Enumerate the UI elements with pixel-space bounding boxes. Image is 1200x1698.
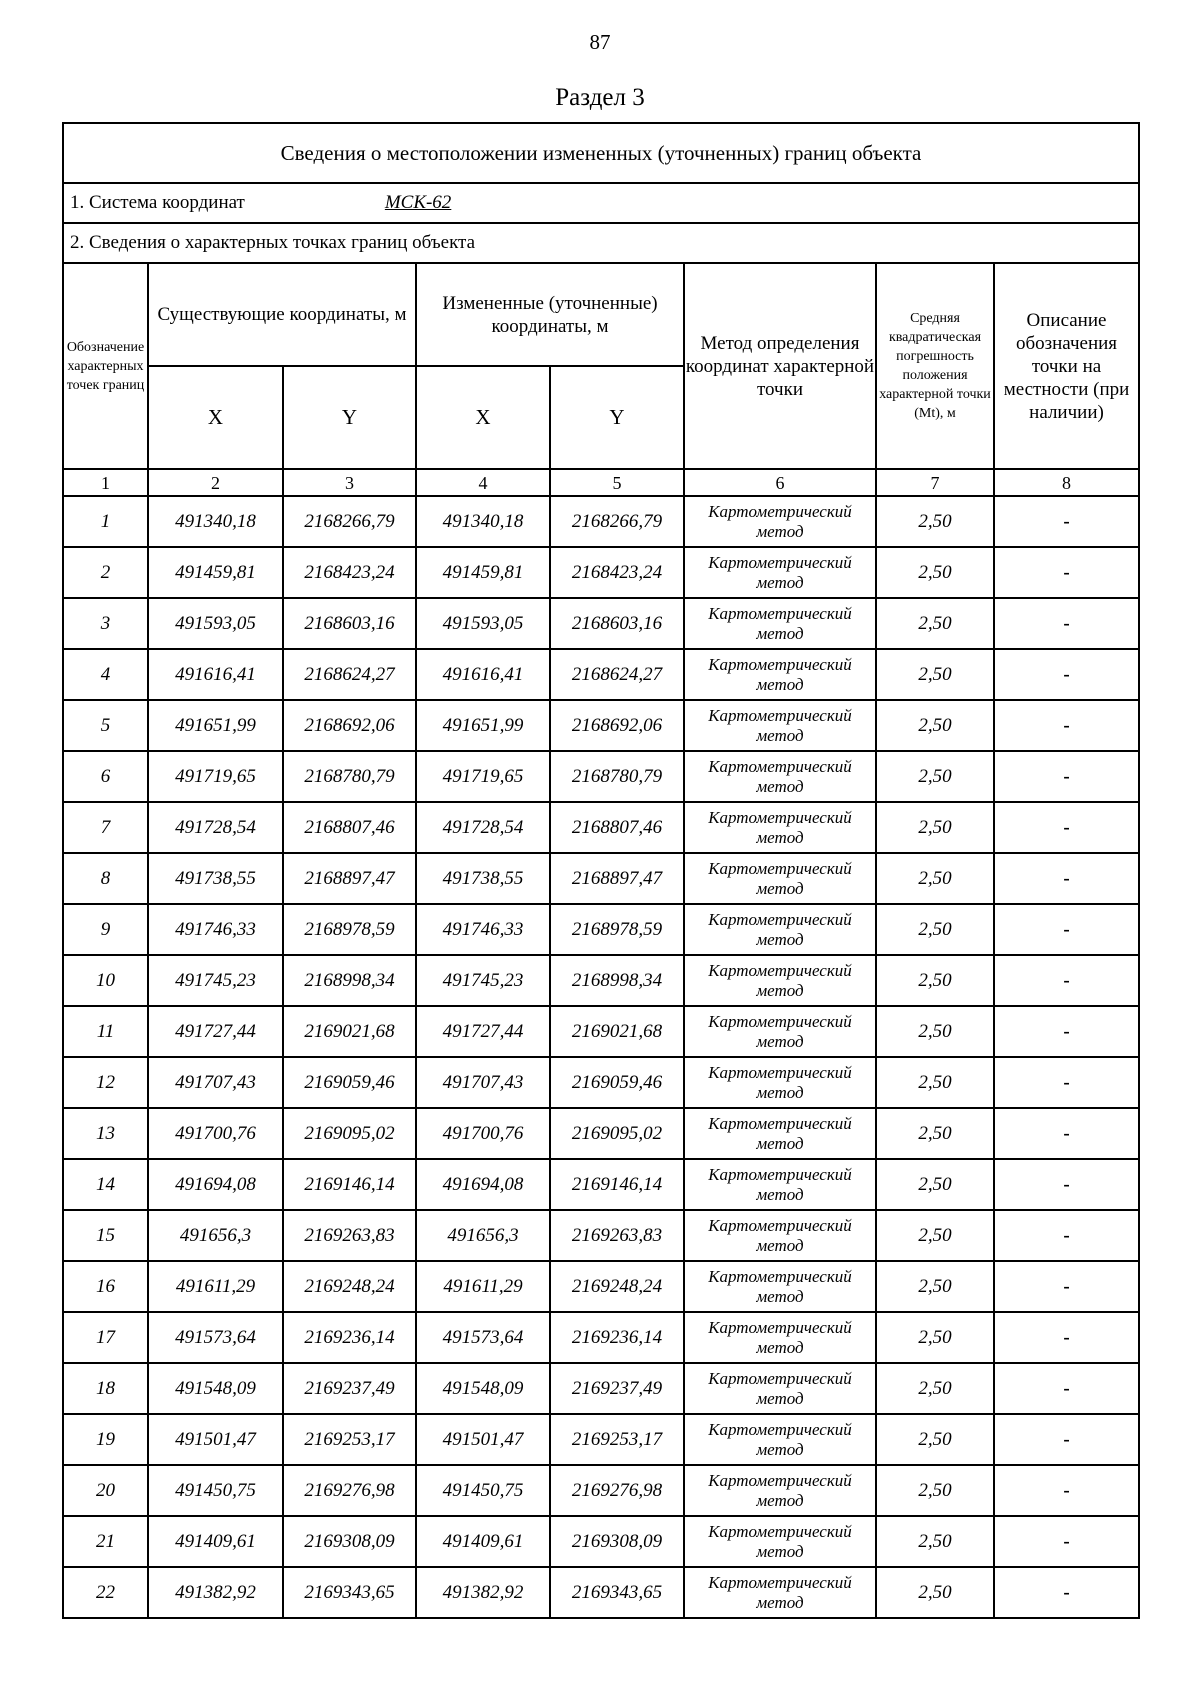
cell-method: Картометрический метод bbox=[684, 598, 876, 649]
table-row bbox=[63, 904, 1139, 955]
cell-changed-y: 2168978,59 bbox=[550, 904, 684, 955]
cell-error: 2,50 bbox=[876, 649, 994, 700]
cell-changed-x: 491616,41 bbox=[416, 649, 550, 700]
cell-existing-y: 2169253,17 bbox=[283, 1414, 416, 1465]
cell-error: 2,50 bbox=[876, 700, 994, 751]
table-row bbox=[63, 598, 1139, 649]
cell-existing-y: 2168266,79 bbox=[283, 496, 416, 547]
coord-system-value: МСК-62 bbox=[384, 192, 452, 213]
cell-error: 2,50 bbox=[876, 547, 994, 598]
cell-existing-x: 491573,64 bbox=[148, 1312, 283, 1363]
cell-method: Картометрический метод bbox=[684, 700, 876, 751]
cell-method: Картометрический метод bbox=[684, 1516, 876, 1567]
column-number: 7 bbox=[876, 469, 994, 496]
cell-description: - bbox=[994, 751, 1139, 802]
cell-existing-y: 2169059,46 bbox=[283, 1057, 416, 1108]
cell-changed-x: 491593,05 bbox=[416, 598, 550, 649]
column-number: 3 bbox=[283, 469, 416, 496]
cell-description: - bbox=[994, 1159, 1139, 1210]
header-point: Обозначение характерных точек границ bbox=[63, 263, 148, 469]
table-row bbox=[63, 1312, 1139, 1363]
cell-point-id: 18 bbox=[63, 1363, 148, 1414]
cell-description: - bbox=[994, 904, 1139, 955]
cell-changed-x: 491728,54 bbox=[416, 802, 550, 853]
cell-changed-y: 2168266,79 bbox=[550, 496, 684, 547]
cell-point-id: 5 bbox=[63, 700, 148, 751]
header-existing: Существующие координаты, м bbox=[148, 263, 416, 366]
cell-changed-x: 491611,29 bbox=[416, 1261, 550, 1312]
table-row bbox=[63, 1159, 1139, 1210]
table-row bbox=[63, 955, 1139, 1006]
cell-point-id: 22 bbox=[63, 1567, 148, 1618]
cell-method: Картометрический метод bbox=[684, 802, 876, 853]
cell-description: - bbox=[994, 1210, 1139, 1261]
cell-description: - bbox=[994, 649, 1139, 700]
cell-existing-x: 491548,09 bbox=[148, 1363, 283, 1414]
table-row bbox=[63, 1414, 1139, 1465]
cell-existing-y: 2168998,34 bbox=[283, 955, 416, 1006]
cell-changed-y: 2169146,14 bbox=[550, 1159, 684, 1210]
cell-description: - bbox=[994, 955, 1139, 1006]
cell-changed-y: 2168807,46 bbox=[550, 802, 684, 853]
cell-point-id: 1 bbox=[63, 496, 148, 547]
cell-existing-x: 491738,55 bbox=[148, 853, 283, 904]
cell-changed-x: 491573,64 bbox=[416, 1312, 550, 1363]
cell-error: 2,50 bbox=[876, 1567, 994, 1618]
cell-description: - bbox=[994, 1312, 1139, 1363]
cell-error: 2,50 bbox=[876, 955, 994, 1006]
cell-description: - bbox=[994, 1414, 1139, 1465]
cell-method: Картометрический метод bbox=[684, 547, 876, 598]
cell-changed-x: 491656,3 bbox=[416, 1210, 550, 1261]
column-number: 8 bbox=[994, 469, 1139, 496]
cell-error: 2,50 bbox=[876, 1210, 994, 1261]
table-row bbox=[63, 1567, 1139, 1618]
cell-changed-y: 2169237,49 bbox=[550, 1363, 684, 1414]
cell-changed-y: 2169343,65 bbox=[550, 1567, 684, 1618]
cell-error: 2,50 bbox=[876, 802, 994, 853]
cell-existing-y: 2168423,24 bbox=[283, 547, 416, 598]
cell-description: - bbox=[994, 496, 1139, 547]
cell-existing-y: 2169021,68 bbox=[283, 1006, 416, 1057]
table-row bbox=[63, 547, 1139, 598]
header-changed: Измененные (уточненные) координаты, м bbox=[416, 263, 684, 366]
header-description: Описание обозначения точки на местности (при наличии) bbox=[994, 263, 1139, 469]
column-number: 5 bbox=[550, 469, 684, 496]
cell-method: Картометрический метод bbox=[684, 1159, 876, 1210]
cell-description: - bbox=[994, 1057, 1139, 1108]
cell-changed-x: 491727,44 bbox=[416, 1006, 550, 1057]
cell-error: 2,50 bbox=[876, 1414, 994, 1465]
cell-existing-y: 2168692,06 bbox=[283, 700, 416, 751]
cell-changed-y: 2169308,09 bbox=[550, 1516, 684, 1567]
column-number: 1 bbox=[63, 469, 148, 496]
table-row bbox=[63, 649, 1139, 700]
cell-error: 2,50 bbox=[876, 1363, 994, 1414]
cell-existing-x: 491746,33 bbox=[148, 904, 283, 955]
cell-changed-x: 491745,23 bbox=[416, 955, 550, 1006]
cell-changed-y: 2169253,17 bbox=[550, 1414, 684, 1465]
cell-method: Картометрический метод bbox=[684, 1210, 876, 1261]
cell-point-id: 8 bbox=[63, 853, 148, 904]
cell-description: - bbox=[994, 1108, 1139, 1159]
coord-system-label: 1. Система координат bbox=[70, 192, 245, 213]
cell-existing-x: 491694,08 bbox=[148, 1159, 283, 1210]
cell-description: - bbox=[994, 598, 1139, 649]
cell-error: 2,50 bbox=[876, 1057, 994, 1108]
cell-existing-y: 2168780,79 bbox=[283, 751, 416, 802]
cell-method: Картометрический метод bbox=[684, 1006, 876, 1057]
cell-description: - bbox=[994, 547, 1139, 598]
cell-changed-y: 2168897,47 bbox=[550, 853, 684, 904]
cell-changed-y: 2168780,79 bbox=[550, 751, 684, 802]
cell-changed-x: 491409,61 bbox=[416, 1516, 550, 1567]
header-changed-x: X bbox=[416, 366, 550, 469]
cell-existing-y: 2169276,98 bbox=[283, 1465, 416, 1516]
table-row bbox=[63, 1006, 1139, 1057]
cell-existing-x: 491593,05 bbox=[148, 598, 283, 649]
cell-changed-y: 2169095,02 bbox=[550, 1108, 684, 1159]
cell-point-id: 9 bbox=[63, 904, 148, 955]
cell-changed-x: 491340,18 bbox=[416, 496, 550, 547]
cell-changed-x: 491651,99 bbox=[416, 700, 550, 751]
header-existing-y: Y bbox=[283, 366, 416, 469]
cell-description: - bbox=[994, 700, 1139, 751]
cell-error: 2,50 bbox=[876, 1312, 994, 1363]
cell-existing-y: 2168624,27 bbox=[283, 649, 416, 700]
cell-changed-x: 491382,92 bbox=[416, 1567, 550, 1618]
header-method: Метод определения координат характерной точки bbox=[684, 263, 876, 469]
cell-description: - bbox=[994, 1567, 1139, 1618]
cell-point-id: 7 bbox=[63, 802, 148, 853]
header-changed-y: Y bbox=[550, 366, 684, 469]
cell-error: 2,50 bbox=[876, 1159, 994, 1210]
cell-existing-y: 2168603,16 bbox=[283, 598, 416, 649]
cell-changed-y: 2168624,27 bbox=[550, 649, 684, 700]
cell-existing-x: 491409,61 bbox=[148, 1516, 283, 1567]
table-title: Сведения о местоположении измененных (уточненных) границ объекта bbox=[63, 123, 1139, 183]
cell-existing-x: 491501,47 bbox=[148, 1414, 283, 1465]
cell-point-id: 19 bbox=[63, 1414, 148, 1465]
table-row bbox=[63, 496, 1139, 547]
cell-error: 2,50 bbox=[876, 1465, 994, 1516]
cell-changed-x: 491746,33 bbox=[416, 904, 550, 955]
cell-existing-x: 491611,29 bbox=[148, 1261, 283, 1312]
cell-existing-y: 2169308,09 bbox=[283, 1516, 416, 1567]
cell-changed-x: 491501,47 bbox=[416, 1414, 550, 1465]
cell-error: 2,50 bbox=[876, 904, 994, 955]
cell-method: Картометрический метод bbox=[684, 955, 876, 1006]
cell-existing-x: 491700,76 bbox=[148, 1108, 283, 1159]
cell-error: 2,50 bbox=[876, 1516, 994, 1567]
cell-changed-x: 491700,76 bbox=[416, 1108, 550, 1159]
cell-existing-y: 2168978,59 bbox=[283, 904, 416, 955]
cell-changed-y: 2169236,14 bbox=[550, 1312, 684, 1363]
cell-point-id: 13 bbox=[63, 1108, 148, 1159]
cell-error: 2,50 bbox=[876, 1108, 994, 1159]
cell-point-id: 6 bbox=[63, 751, 148, 802]
cell-point-id: 17 bbox=[63, 1312, 148, 1363]
cell-changed-y: 2169276,98 bbox=[550, 1465, 684, 1516]
cell-existing-y: 2169237,49 bbox=[283, 1363, 416, 1414]
cell-changed-x: 491694,08 bbox=[416, 1159, 550, 1210]
cell-changed-y: 2168423,24 bbox=[550, 547, 684, 598]
header-existing-x: X bbox=[148, 366, 283, 469]
table-row bbox=[63, 751, 1139, 802]
cell-method: Картометрический метод bbox=[684, 751, 876, 802]
cell-error: 2,50 bbox=[876, 751, 994, 802]
cell-error: 2,50 bbox=[876, 1261, 994, 1312]
cell-error: 2,50 bbox=[876, 853, 994, 904]
cell-existing-y: 2169263,83 bbox=[283, 1210, 416, 1261]
column-number: 4 bbox=[416, 469, 550, 496]
cell-method: Картометрический метод bbox=[684, 496, 876, 547]
cell-point-id: 2 bbox=[63, 547, 148, 598]
cell-existing-x: 491745,23 bbox=[148, 955, 283, 1006]
table-row bbox=[63, 1108, 1139, 1159]
table-row bbox=[63, 853, 1139, 904]
cell-description: - bbox=[994, 853, 1139, 904]
table-row bbox=[63, 1057, 1139, 1108]
cell-description: - bbox=[994, 1516, 1139, 1567]
table-row bbox=[63, 1516, 1139, 1567]
cell-existing-x: 491719,65 bbox=[148, 751, 283, 802]
table-row bbox=[63, 700, 1139, 751]
table-row bbox=[63, 802, 1139, 853]
cell-changed-x: 491707,43 bbox=[416, 1057, 550, 1108]
cell-method: Картометрический метод bbox=[684, 853, 876, 904]
boundary-points-table bbox=[62, 122, 1140, 1619]
cell-changed-y: 2169021,68 bbox=[550, 1006, 684, 1057]
cell-error: 2,50 bbox=[876, 496, 994, 547]
table-row bbox=[63, 1363, 1139, 1414]
page-number: 87 bbox=[589, 30, 611, 54]
cell-existing-x: 491656,3 bbox=[148, 1210, 283, 1261]
cell-method: Картометрический метод bbox=[684, 1465, 876, 1516]
cell-changed-y: 2168692,06 bbox=[550, 700, 684, 751]
cell-point-id: 21 bbox=[63, 1516, 148, 1567]
cell-existing-x: 491651,99 bbox=[148, 700, 283, 751]
cell-changed-x: 491450,75 bbox=[416, 1465, 550, 1516]
cell-existing-x: 491728,54 bbox=[148, 802, 283, 853]
cell-error: 2,50 bbox=[876, 598, 994, 649]
cell-existing-x: 491616,41 bbox=[148, 649, 283, 700]
cell-existing-x: 491450,75 bbox=[148, 1465, 283, 1516]
cell-existing-y: 2169236,14 bbox=[283, 1312, 416, 1363]
cell-existing-y: 2168807,46 bbox=[283, 802, 416, 853]
cell-method: Картометрический метод bbox=[684, 1363, 876, 1414]
cell-point-id: 3 bbox=[63, 598, 148, 649]
cell-point-id: 11 bbox=[63, 1006, 148, 1057]
cell-changed-y: 2168603,16 bbox=[550, 598, 684, 649]
cell-changed-y: 2169263,83 bbox=[550, 1210, 684, 1261]
cell-point-id: 15 bbox=[63, 1210, 148, 1261]
column-numbers-row bbox=[63, 469, 1139, 496]
cell-point-id: 10 bbox=[63, 955, 148, 1006]
cell-point-id: 14 bbox=[63, 1159, 148, 1210]
cell-existing-y: 2169248,24 bbox=[283, 1261, 416, 1312]
cell-method: Картометрический метод bbox=[684, 1414, 876, 1465]
cell-point-id: 16 bbox=[63, 1261, 148, 1312]
cell-existing-y: 2168897,47 bbox=[283, 853, 416, 904]
cell-changed-x: 491548,09 bbox=[416, 1363, 550, 1414]
header-error: Средняя квадратическая погрешность положения характерной точки (Mt), м bbox=[876, 263, 994, 469]
cell-description: - bbox=[994, 1006, 1139, 1057]
cell-changed-y: 2169248,24 bbox=[550, 1261, 684, 1312]
cell-method: Картометрический метод bbox=[684, 1312, 876, 1363]
cell-description: - bbox=[994, 1465, 1139, 1516]
cell-method: Картометрический метод bbox=[684, 1567, 876, 1618]
table-row bbox=[63, 1465, 1139, 1516]
cell-description: - bbox=[994, 1363, 1139, 1414]
cell-existing-y: 2169343,65 bbox=[283, 1567, 416, 1618]
cell-point-id: 12 bbox=[63, 1057, 148, 1108]
table-row bbox=[63, 1261, 1139, 1312]
cell-method: Картометрический метод bbox=[684, 904, 876, 955]
section-title: Раздел 3 bbox=[555, 84, 645, 111]
cell-existing-x: 491382,92 bbox=[148, 1567, 283, 1618]
cell-method: Картометрический метод bbox=[684, 1057, 876, 1108]
cell-method: Картометрический метод bbox=[684, 1108, 876, 1159]
cell-existing-x: 491340,18 bbox=[148, 496, 283, 547]
cell-description: - bbox=[994, 1261, 1139, 1312]
cell-existing-x: 491459,81 bbox=[148, 547, 283, 598]
cell-existing-y: 2169146,14 bbox=[283, 1159, 416, 1210]
cell-error: 2,50 bbox=[876, 1006, 994, 1057]
cell-existing-x: 491727,44 bbox=[148, 1006, 283, 1057]
column-number: 2 bbox=[148, 469, 283, 496]
cell-existing-x: 491707,43 bbox=[148, 1057, 283, 1108]
cell-changed-x: 491459,81 bbox=[416, 547, 550, 598]
cell-method: Картометрический метод bbox=[684, 1261, 876, 1312]
cell-point-id: 4 bbox=[63, 649, 148, 700]
cell-changed-y: 2168998,34 bbox=[550, 955, 684, 1006]
table-row bbox=[63, 1210, 1139, 1261]
column-number: 6 bbox=[684, 469, 876, 496]
cell-changed-x: 491738,55 bbox=[416, 853, 550, 904]
cell-changed-y: 2169059,46 bbox=[550, 1057, 684, 1108]
cell-existing-y: 2169095,02 bbox=[283, 1108, 416, 1159]
cell-point-id: 20 bbox=[63, 1465, 148, 1516]
cell-method: Картометрический метод bbox=[684, 649, 876, 700]
cell-changed-x: 491719,65 bbox=[416, 751, 550, 802]
coord-system-row bbox=[63, 183, 1139, 223]
cell-description: - bbox=[994, 802, 1139, 853]
points-label: 2. Сведения о характерных точках границ объекта bbox=[63, 223, 1139, 263]
